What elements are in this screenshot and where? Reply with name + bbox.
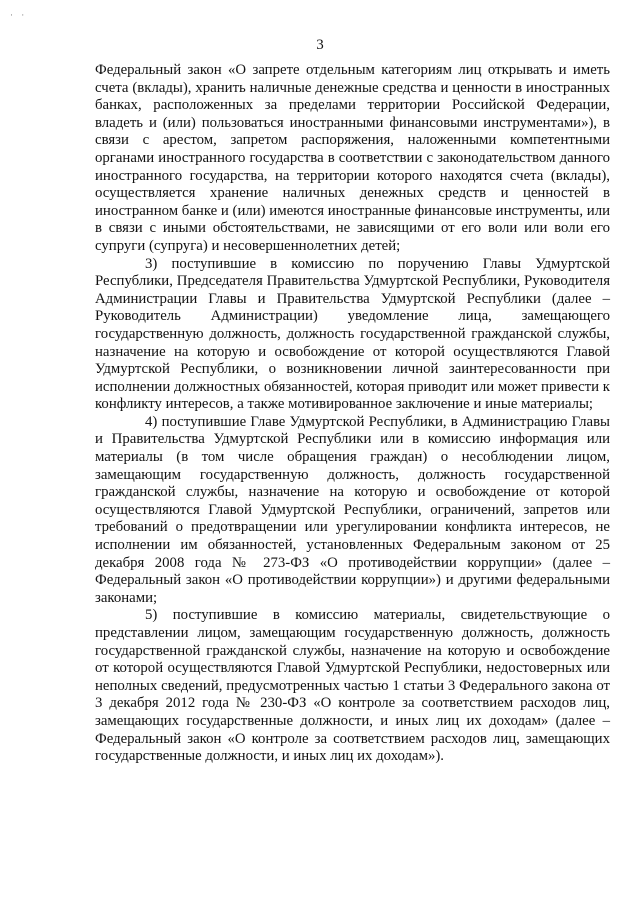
page-number: 3 — [316, 37, 324, 53]
paragraph-continuation: Федеральный закон «О запрете отдельным категориям лиц открывать и иметь счета (вклады), хранить наличные денежные средства и ценности в иностранных банках, расположенных за пределами территории Российской Федерации, владеть и (или) пользоваться иностранными финансовыми инструментами»), в связи с арестом, запретом распоряжения, наложенными компетентными органами иностранного государства в соответствии с законодательством данного иностранного государства, на территории которого находятся счета (вклады), осуществляется хранение наличных денежных средств и ценностей в иностранном банке и (или) имеются иностранные финансовые инструменты, или в связи с иными обстоятельствами, не зависящими от его воли или воли его супруги (супруга) и несовершеннолетних детей; — [95, 62, 610, 254]
paragraph-item-4: 4) поступившие Главе Удмуртской Республики, в Администрацию Главы и Правительства Удмуртской Республики или в комиссию информация или материалы (в том числе обращения граждан) о несоблюдении лицом, замещающим государственную должность, должность государственной гражданской службы, назначение на которую и освобождение от которой осуществляются Главой Удмуртской Республики, ограничений, запретов или требований о предотвращении или урегулировании конфликта интересов, не исполнении им обязанностей, установленных Федеральным законом от 25 декабря 2008 года № 273-ФЗ «О противодействии коррупции» (далее – Федеральный закон «О противодействии коррупции») и другими федеральными законами; — [95, 413, 610, 606]
paragraph-item-5: 5) поступившие в комиссию материалы, свидетельствующие о представлении лицом, замещающим государственную должность, должность государственной гражданской службы, назначение на которую и освобождение от которой осуществляются Главой Удмуртской Республики, недостоверных или неполных сведений, предусмотренных частью 1 статьи 3 Федерального закона от 3 декабря 2012 года № 230-ФЗ «О контроле за соответствием расходов лиц, замещающих государственные должности, и иных лиц их доходам» (далее – Федеральный закон «О контроле за соответствием расходов лиц, замещающих государственные должности, и иных лиц их доходам»). — [95, 607, 610, 765]
scan-marks: · · — [10, 10, 28, 20]
document-body — [95, 62, 610, 766]
paragraph-item-3: 3) поступившие в комиссию по поручению Главы Удмуртской Республики, Председателя Правительства Удмуртской Республики, Руководителя Администрации Главы и Правительства Удмуртской Республики (далее – Руководитель Администрации) уведомление лица, замещающего государственную должность, должность государственной гражданской службы, назначение на которую и освобождение от которой осуществляются Главой Удмуртской Республики, о возникновении личной заинтересованности при исполнении должностных обязанностей, которая приводит или может привести к конфликту интересов, а также мотивированное заключение и иные материалы; — [95, 255, 610, 413]
